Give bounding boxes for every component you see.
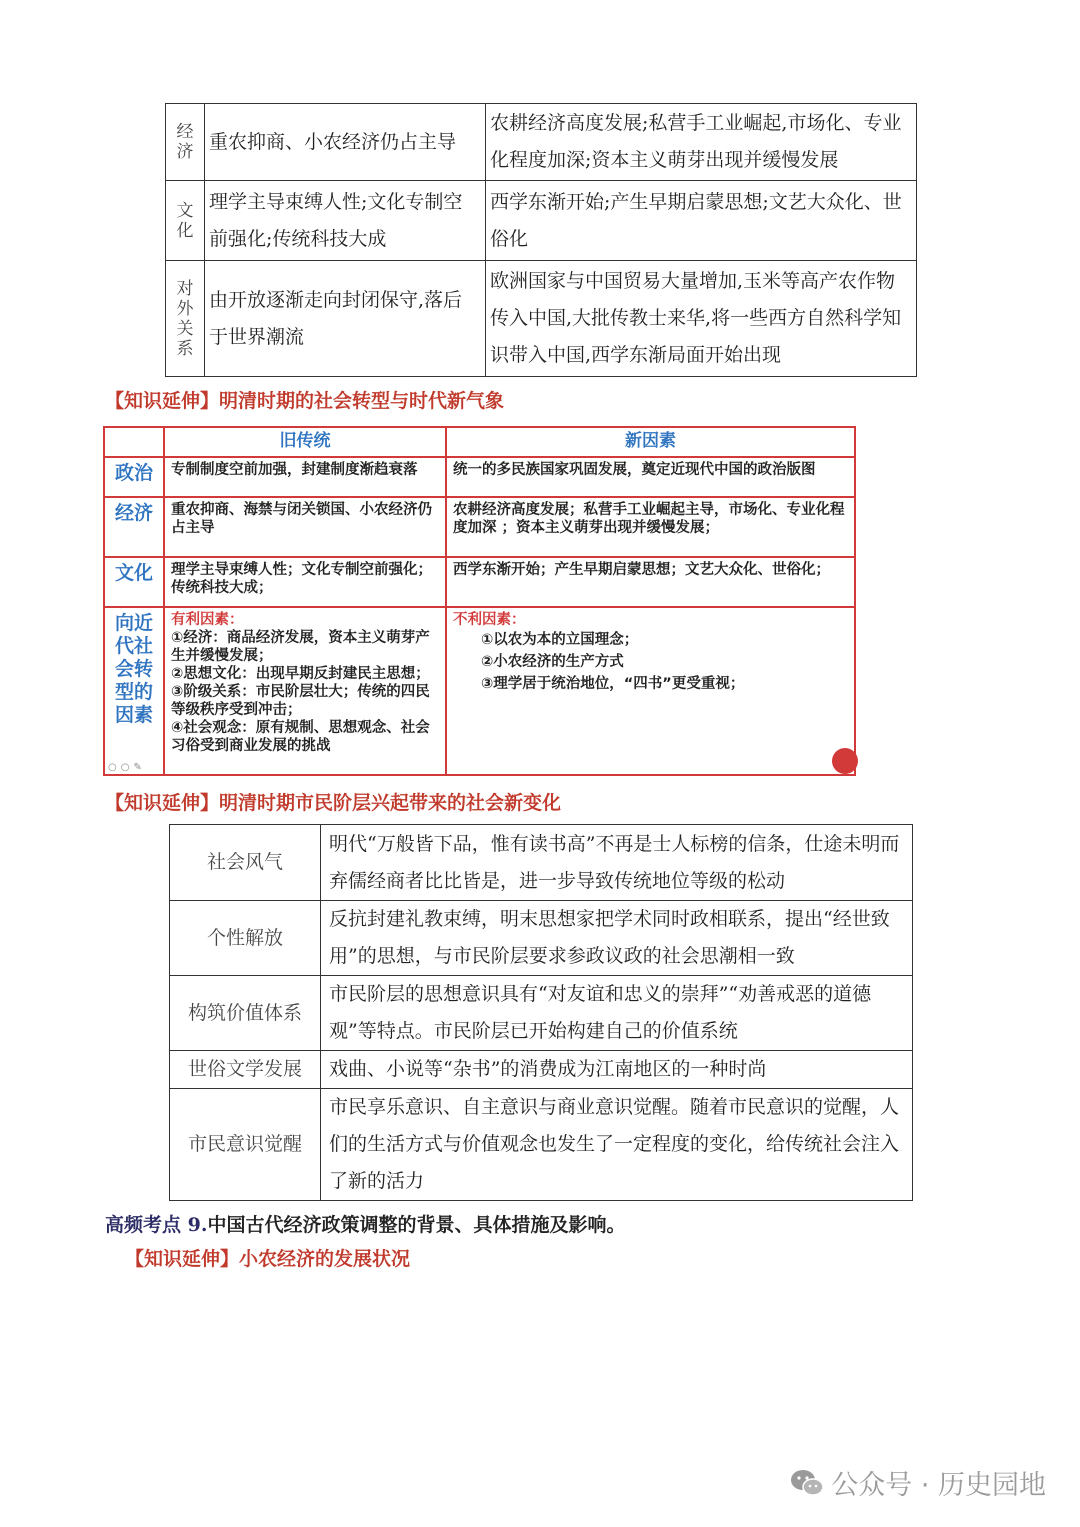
table-row [104,607,855,775]
keypoint-heading: 高频考点 9.中国古代经济政策调整的背景、具体措施及影响。 [105,1214,626,1236]
row-label: 世俗文学发展 [170,1051,321,1089]
list-item: ③理学居于统治地位，“四书”更受重视； [481,676,745,692]
red-circle-icon [832,748,858,774]
section-heading: 【知识延伸】小农经济的发展状况 [125,1248,411,1270]
table-row [166,104,917,181]
old-cell: 理学主导束缚人性；文化专制空前强化；传统科技大成； [164,557,446,607]
old-cell: 由开放逐渐走向封闭保守,落后于世界潮流 [205,261,486,377]
new-cell: 农耕经济高度发展;私营手工业崛起,市场化、专业化程度加深;资本主义萌芽出现并缓慢发展 [486,104,917,181]
table-row [170,901,913,976]
row-label: 向近代社会转型的因素 [104,607,164,775]
list-item: ①经济：商品经济发展，资本主义萌芽产生并缓慢发展； [171,630,430,664]
list-item: ②思想文化：出现早期反封建民主思想； [171,666,430,682]
section-heading: 【知识延伸】明清时期市民阶层兴起带来的社会新变化 [105,792,562,814]
row-label: 文 化 [166,181,205,261]
list-item: ③阶级关系：市民阶层壮大；传统的四民等级秩序受到冲击； [171,684,430,718]
row-label: 经 济 [166,104,205,181]
unfavorable-title: 不利因素： [453,612,526,628]
favorable-title: 有利因素： [171,612,244,628]
row-text: 戏曲、小说等“杂书”的消费成为江南地区的一种时尚 [321,1051,913,1089]
row-label: 构筑价值体系 [170,976,321,1051]
header-new: 新因素 [446,427,855,457]
wechat-icon [789,1468,825,1498]
transformation-table [103,426,856,776]
row-text: 反抗封建礼教束缚，明末思想家把学术同时政相联系，提出“经世致用”的思想，与市民阶层要求参政议政的社会思潮相一致 [321,901,913,976]
row-label: 文化 [104,557,164,607]
section-heading: 【知识延伸】明清时期的社会转型与时代新气象 [105,390,505,412]
row-label: 对 外 关 系 [166,261,205,377]
table-row [166,261,917,377]
watermark: 公众号 · 历史园地 [789,1463,1046,1502]
new-cell: 西学东渐开始;产生早期启蒙思想;文艺大众化、世俗化 [486,181,917,261]
new-cell: 农耕经济高度发展；私营手工业崛起主导，市场化、专业化程度加深 ；资本主义萌芽出现并缓慢发展； [446,497,855,557]
table-header-row [104,427,855,457]
old-cell: 重农抑商、海禁与闭关锁国、小农经济仍占主导 [164,497,446,557]
table-row [170,825,913,901]
list-item: ①以农为本的立国理念； [481,632,639,648]
row-label: 经济 [104,497,164,557]
table-row [170,1089,913,1201]
new-cell: 统一的多民族国家巩固发展，奠定近现代中国的政治版图 [446,457,855,497]
new-cell: 欧洲国家与中国贸易大量增加,玉米等高产农作物传入中国,大批传教士来华,将一些西方自然科学知识带入中国,西学东渐局面开始出现 [486,261,917,377]
list-item: ④社会观念：原有规制、思想观念、社会习俗受到商业发展的挑战 [171,720,430,754]
favorable-cell [164,607,446,775]
citizen-class-table [169,824,913,1201]
comparison-table [165,103,917,377]
table-row [104,457,855,497]
table-row [104,557,855,607]
header-old: 旧传统 [164,427,446,457]
table-row [104,497,855,557]
old-cell: 理学主导束缚人性;文化专制空前强化;传统科技大成 [205,181,486,261]
row-text: 明代“万般皆下品，惟有读书高”不再是士人标榜的信条，仕途未明而弃儒经商者比比皆是，进一步导致传统地位等级的松动 [321,825,913,901]
row-label: 社会风气 [170,825,321,901]
unfavorable-cell [446,607,855,775]
new-cell: 西学东渐开始；产生早期启蒙思想；文艺大众化、世俗化； [446,557,855,607]
row-label: 市民意识觉醒 [170,1089,321,1201]
table-row [170,976,913,1051]
table-row [166,181,917,261]
image-dots-icon: ○○✎ [108,762,146,773]
list-item: ②小农经济的生产方式 [481,654,624,670]
old-cell: 专制制度空前加强，封建制度渐趋衰落 [164,457,446,497]
row-text: 市民享乐意识、自主意识与商业意识觉醒。随着市民意识的觉醒，人们的生活方式与价值观念也发生了一定程度的变化，给传统社会注入了新的活力 [321,1089,913,1201]
row-label: 政治 [104,457,164,497]
row-label: 个性解放 [170,901,321,976]
old-cell: 重农抑商、小农经济仍占主导 [205,104,486,181]
row-text: 市民阶层的思想意识具有“对友谊和忠义的崇拜”“劝善戒恶的道德观”等特点。市民阶层已开始构建自己的价值系统 [321,976,913,1051]
table-row [170,1051,913,1089]
